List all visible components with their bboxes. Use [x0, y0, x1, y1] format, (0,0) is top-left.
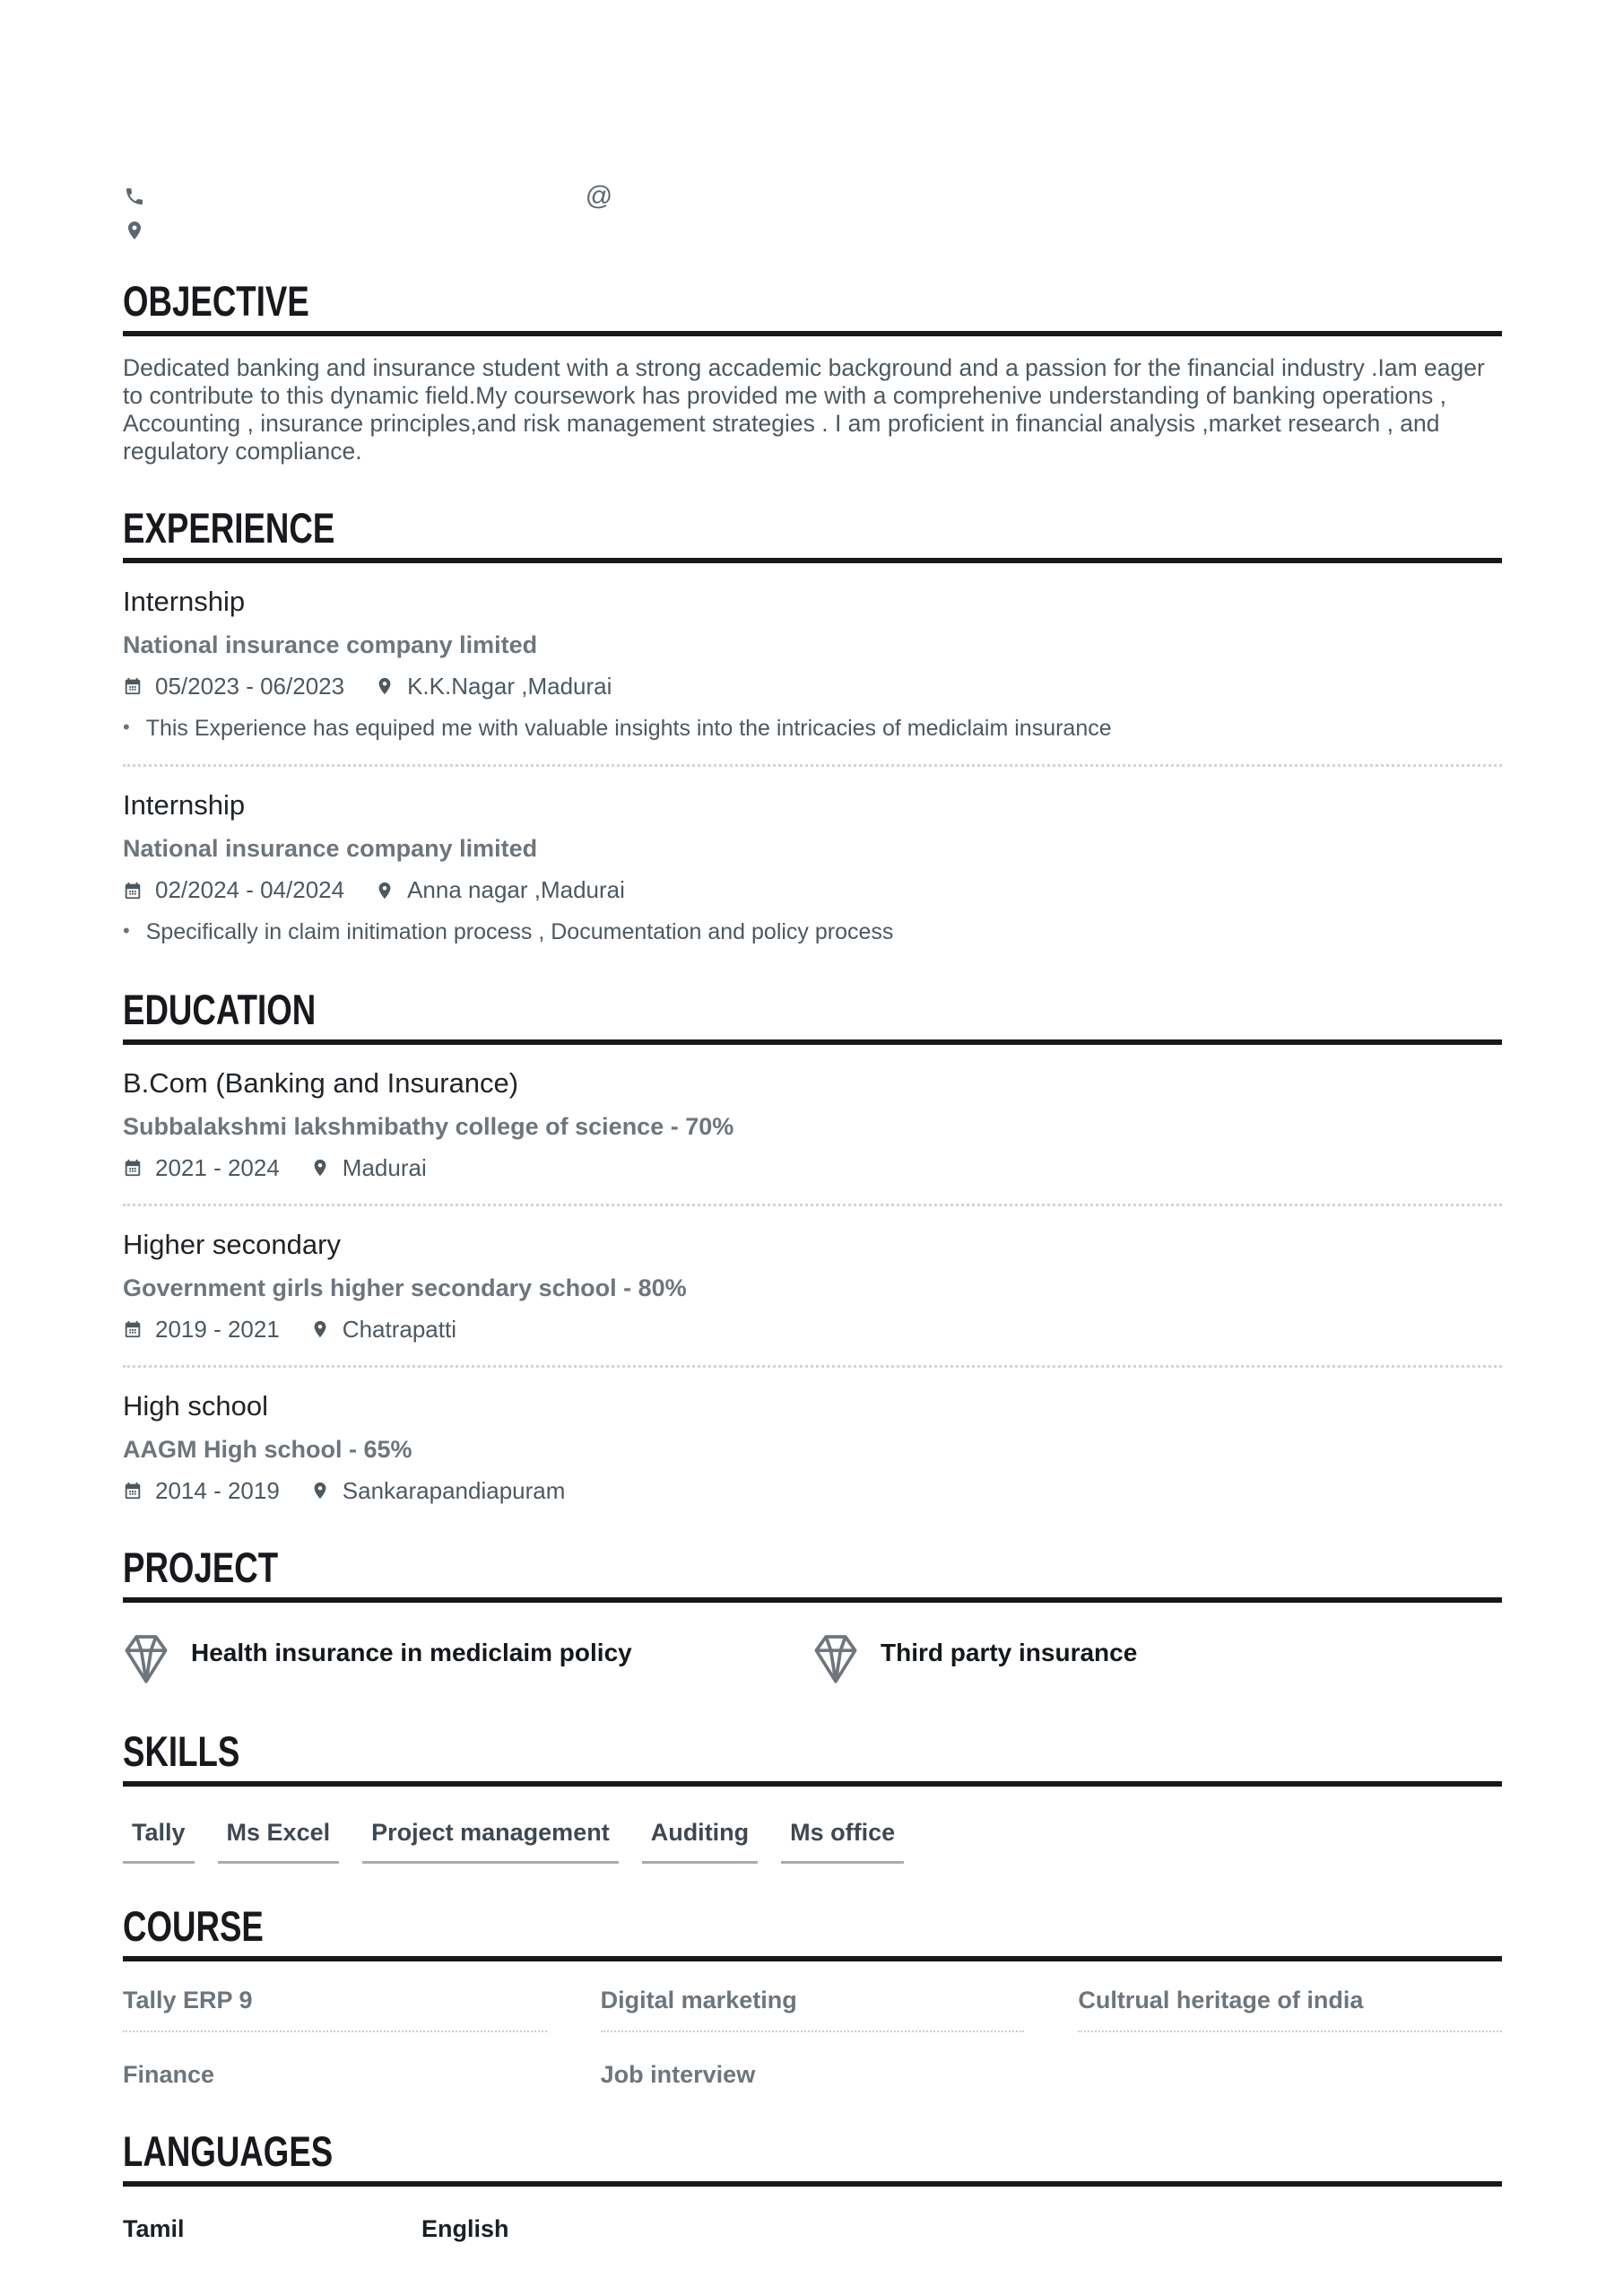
objective-text: Dedicated banking and insurance student with a strong accademic background and a passion for the financial industry .Iam eager to contribute to this dynamic field.My coursework has provided me with a comprehenive understanding of banking operations , Accounting , insurance principles,and risk management strategies . I am proficient in financial analysis ,market research , and regulatory compliance.	[123, 353, 1485, 465]
project-item	[123, 1631, 812, 1689]
project-label: Third party insurance	[881, 1638, 1138, 1666]
project-list	[123, 1631, 1502, 1689]
experience-bullets	[123, 715, 1502, 743]
section-rule	[123, 1956, 1502, 1961]
calendar-icon	[123, 675, 144, 697]
section-course	[123, 1901, 1502, 2089]
course-item: Job interview	[600, 2060, 756, 2088]
experience-meta	[123, 876, 1502, 904]
education-meta	[123, 1316, 1502, 1344]
education-dates: 2019 - 2021	[155, 1315, 280, 1343]
course-title: COURSE	[123, 1901, 264, 1950]
experience-entry	[123, 767, 1502, 946]
phone-icon	[123, 185, 146, 208]
gem-icon	[123, 1631, 169, 1689]
map-pin-icon	[375, 675, 396, 697]
course-list	[123, 1987, 1502, 2089]
bullet-text: Specifically in claim initimation process , Documentation and policy process	[145, 919, 894, 945]
education-meta	[123, 1477, 1502, 1505]
experience-meta	[123, 673, 1502, 700]
contact-row-1	[123, 179, 1502, 213]
language-item: English	[421, 2214, 509, 2242]
section-objective	[123, 277, 1502, 465]
section-rule	[123, 2181, 1502, 2187]
experience-role: Internship	[123, 789, 246, 822]
contact-email	[585, 181, 623, 211]
experience-dates: 02/2024 - 04/2024	[155, 876, 345, 904]
skill-item: Ms office	[781, 1819, 904, 1864]
project-label: Health insurance in mediclaim policy	[191, 1638, 632, 1666]
map-pin-icon	[310, 1480, 332, 1501]
course-item: Finance	[123, 2060, 215, 2088]
skill-item: Tally	[123, 1819, 195, 1864]
education-school: Subbalakshmi lakshmibathy college of science - 70%	[123, 1112, 734, 1140]
section-languages	[123, 2126, 1502, 2243]
education-dates: 2014 - 2019	[155, 1476, 280, 1504]
section-experience	[123, 503, 1502, 947]
contact-row-2	[123, 213, 1502, 248]
experience-entry	[123, 563, 1502, 767]
bullet-dot: •	[123, 919, 130, 943]
experience-location: Anna nagar ,Madurai	[407, 876, 625, 904]
experience-company: National insurance company limited	[123, 631, 538, 658]
education-location-group	[310, 1477, 566, 1505]
skills-title: SKILLS	[123, 1726, 240, 1775]
experience-bullets	[123, 918, 1502, 946]
education-entry	[123, 1206, 1502, 1368]
education-school: Government girls higher secondary school - 80%	[123, 1274, 687, 1301]
at-icon: @	[585, 181, 613, 211]
calendar-icon	[123, 1480, 144, 1501]
experience-role: Internship	[123, 585, 246, 617]
experience-location-group	[375, 673, 612, 700]
education-location: Chatrapatti	[342, 1315, 456, 1343]
experience-dates: 05/2023 - 06/2023	[155, 672, 345, 700]
section-rule	[123, 1781, 1502, 1787]
education-location-group	[310, 1316, 456, 1344]
language-list	[123, 2215, 1502, 2243]
skills-list	[123, 1819, 1502, 1864]
education-degree: High school	[123, 1389, 268, 1422]
map-pin-icon	[310, 1318, 332, 1340]
calendar-icon	[123, 880, 144, 901]
skill-item: Auditing	[642, 1819, 758, 1864]
map-pin-icon	[123, 219, 146, 242]
resume-content	[123, 179, 1502, 2243]
project-item	[812, 1631, 1502, 1689]
course-item: Digital marketing	[601, 1987, 1025, 2032]
experience-title: EXPERIENCE	[123, 503, 335, 552]
education-school: AAGM High school - 65%	[123, 1435, 412, 1463]
map-pin-icon	[375, 880, 396, 901]
section-skills	[123, 1726, 1502, 1864]
section-rule	[123, 331, 1502, 336]
calendar-icon	[123, 1157, 144, 1178]
project-title: PROJECT	[123, 1543, 279, 1591]
languages-title: LANGUAGES	[123, 2126, 334, 2175]
education-title: EDUCATION	[123, 985, 317, 1033]
education-degree: Higher secondary	[123, 1228, 341, 1260]
education-location: Madurai	[342, 1153, 427, 1181]
section-project	[123, 1543, 1502, 1689]
language-item: Tamil	[123, 2214, 185, 2242]
map-pin-icon	[310, 1157, 332, 1178]
education-dates: 2021 - 2024	[155, 1153, 280, 1181]
bullet-item	[123, 715, 1502, 743]
bullet-dot: •	[123, 715, 130, 738]
education-degree: B.Com (Banking and Insurance)	[123, 1066, 519, 1099]
education-location-group	[310, 1154, 427, 1182]
education-meta	[123, 1154, 1502, 1182]
experience-location: K.K.Nagar ,Madurai	[407, 672, 612, 700]
education-entry	[123, 1045, 1502, 1206]
experience-location-group	[375, 876, 625, 904]
education-location: Sankarapandiapuram	[342, 1476, 566, 1504]
course-item: Cultrual heritage of india	[1078, 1987, 1502, 2032]
objective-title: OBJECTIVE	[123, 277, 309, 325]
section-education	[123, 985, 1502, 1505]
section-rule	[123, 1597, 1502, 1603]
contact-phone	[123, 185, 587, 208]
contact-header	[123, 179, 1502, 248]
calendar-icon	[123, 1318, 144, 1340]
contact-location	[123, 219, 159, 242]
education-entry	[123, 1368, 1502, 1505]
experience-company: National insurance company limited	[123, 835, 538, 863]
gem-icon	[812, 1631, 859, 1689]
bullet-text: This Experience has equiped me with valuable insights into the intricacies of mediclaim insurance	[145, 715, 1112, 741]
skill-item: Ms Excel	[218, 1819, 340, 1864]
bullet-item	[123, 918, 1502, 946]
course-item: Tally ERP 9	[123, 1987, 547, 2032]
skill-item: Project management	[362, 1819, 619, 1864]
